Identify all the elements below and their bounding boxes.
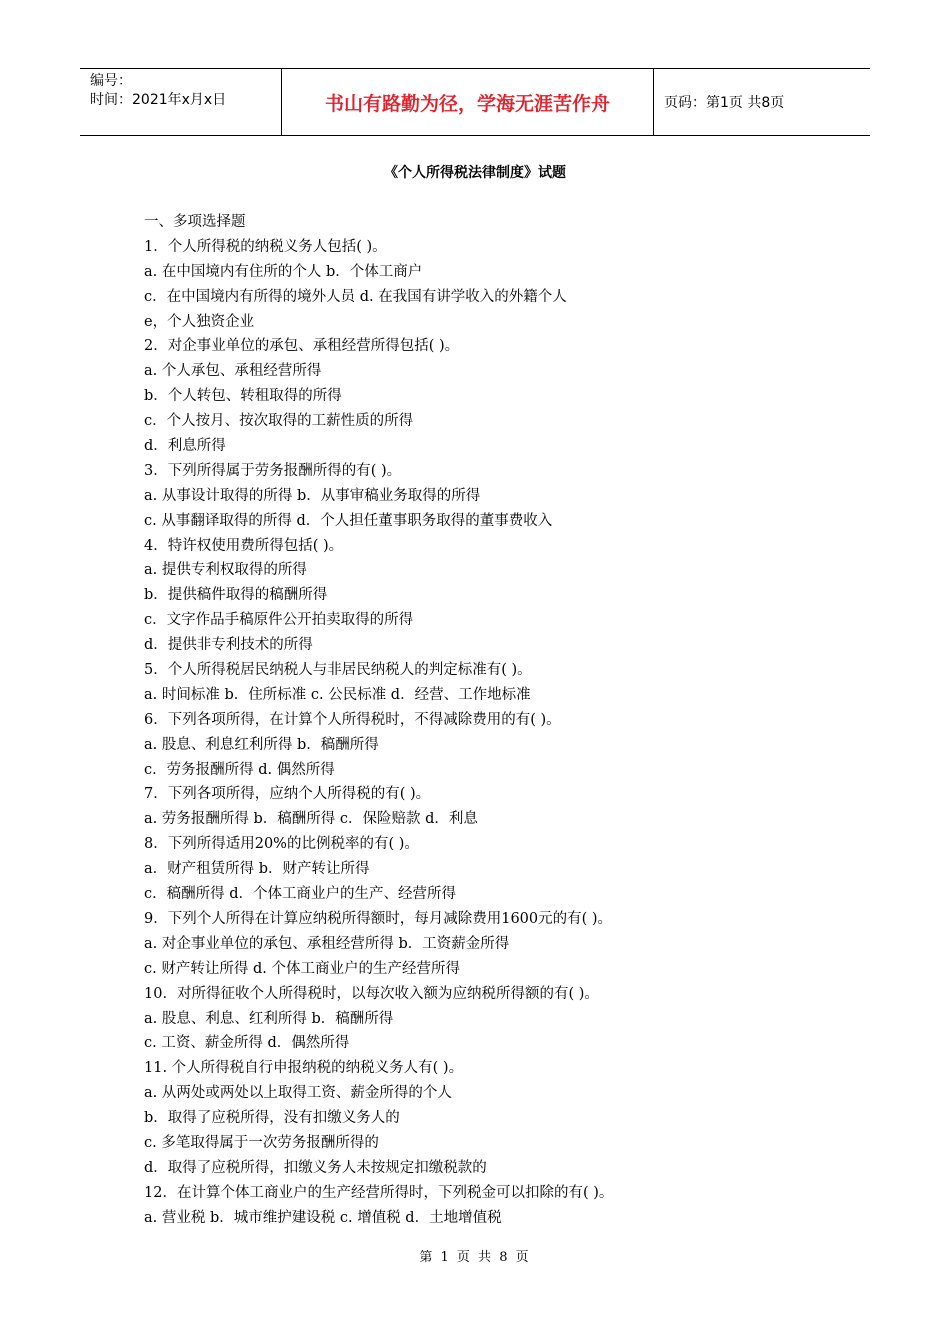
question-line: a. 股息、利息红利所得 b．稿酬所得 [144, 736, 379, 753]
page-footer: 第 1 页 共 8 页 [419, 1250, 531, 1265]
question-line: a. 在中国境内有住所的个人 b．个体工商户 [144, 263, 423, 280]
question-line: 12．在计算个体工商业户的生产经营所得时，下列税金可以扣除的有( )。 [144, 1184, 614, 1201]
question-line: c．个人按月、按次取得的工薪性质的所得 [144, 413, 414, 430]
question-line: 5．个人所得税居民纳税人与非居民纳税人的判定标准有( )。 [144, 662, 532, 679]
time-label: 时间：2021年x月x日 [90, 92, 227, 108]
question-line: b．取得了应税所得，没有扣缴义务人的 [144, 1110, 400, 1127]
question-line: a. 提供专利权取得的所得 [144, 562, 307, 579]
number-label: 编号： [90, 73, 132, 89]
header-meta [80, 69, 282, 135]
question-line: 1．个人所得税的纳税义务人包括( )。 [144, 238, 387, 255]
question-list [144, 210, 844, 1231]
header-page-info: 页码：第1页 共8页 [664, 95, 785, 111]
question-line: 6．下列各项所得，在计算个人所得税时，不得减除费用的有( )。 [144, 711, 561, 728]
question-line: a. 营业税 b．城市维护建设税 c. 增值税 d．土地增值税 [144, 1209, 502, 1226]
question-line: c. 财产转让所得 d. 个体工商业户的生产经营所得 [144, 960, 460, 977]
section-heading: 一、多项选择题 [144, 214, 246, 230]
question-line: c．在中国境内有所得的境外人员 d. 在我国有讲学收入的外籍个人 [144, 288, 567, 305]
question-line: 2．对企事业单位的承包、承租经营所得包括( )。 [144, 338, 460, 355]
question-line: c. 从事翻译取得的所得 d．个人担任董事职务取得的董事费收入 [144, 512, 553, 529]
question-line: e，个人独资企业 [144, 313, 255, 330]
question-line: 8．下列所得适用20%的比例税率的有( )。 [144, 836, 419, 853]
document-title: 《个人所得税法律制度》试题 [384, 165, 566, 181]
question-line: a. 从两处或两处以上取得工资、薪金所得的个人 [144, 1085, 452, 1102]
question-line: 10．对所得征收个人所得税时，以每次收入额为应纳税所得额的有( )。 [144, 985, 599, 1002]
question-line: c. 多笔取得属于一次劳务报酬所得的 [144, 1134, 379, 1151]
question-line: a. 从事设计取得的所得 b．从事审稿业务取得的所得 [144, 487, 481, 504]
question-line: d．取得了应税所得，扣缴义务人未按规定扣缴税款的 [144, 1159, 487, 1176]
question-line: 11. 个人所得税自行申报纳税的纳税义务人有( )。 [144, 1060, 464, 1077]
question-line: d．利息所得 [144, 438, 226, 455]
question-line: d．提供非专利技术的所得 [144, 637, 313, 654]
page-header [80, 68, 870, 136]
question-line: 4．特许权使用费所得包括( )。 [144, 537, 344, 554]
question-line: a. 劳务报酬所得 b．稿酬所得 c．保险赔款 d．利息 [144, 811, 478, 828]
question-line: b．个人转包、转租取得的所得 [144, 388, 342, 405]
question-line: 7．下列各项所得，应纳个人所得税的有( )。 [144, 786, 431, 803]
question-line: c．稿酬所得 d．个体工商业户的生产、经营所得 [144, 886, 457, 903]
question-line: c．文字作品手稿原件公开拍卖取得的所得 [144, 612, 414, 629]
question-line: a. 时间标准 b．住所标准 c. 公民标准 d．经营、工作地标准 [144, 686, 531, 703]
question-line: a. 对企事业单位的承包、承租经营所得 b．工资薪金所得 [144, 935, 510, 952]
question-line: a. 个人承包、承租经营所得 [144, 363, 322, 380]
question-line: 3．下列所得属于劳务报酬所得的有( )。 [144, 462, 402, 479]
header-motto: 书山有路勤为径，学海无涯苦作舟 [282, 69, 654, 135]
question-line: a．财产租赁所得 b．财产转让所得 [144, 861, 370, 878]
question-line: c. 工资、薪金所得 d．偶然所得 [144, 1035, 350, 1052]
question-line: b．提供稿件取得的稿酬所得 [144, 587, 328, 604]
question-line: c．劳务报酬所得 d. 偶然所得 [144, 761, 335, 778]
question-line: a. 股息、利息、红利所得 b．稿酬所得 [144, 1010, 394, 1027]
question-line: 9．下列个人所得在计算应纳税所得额时，每月减除费用1600元的有( )。 [144, 910, 613, 927]
